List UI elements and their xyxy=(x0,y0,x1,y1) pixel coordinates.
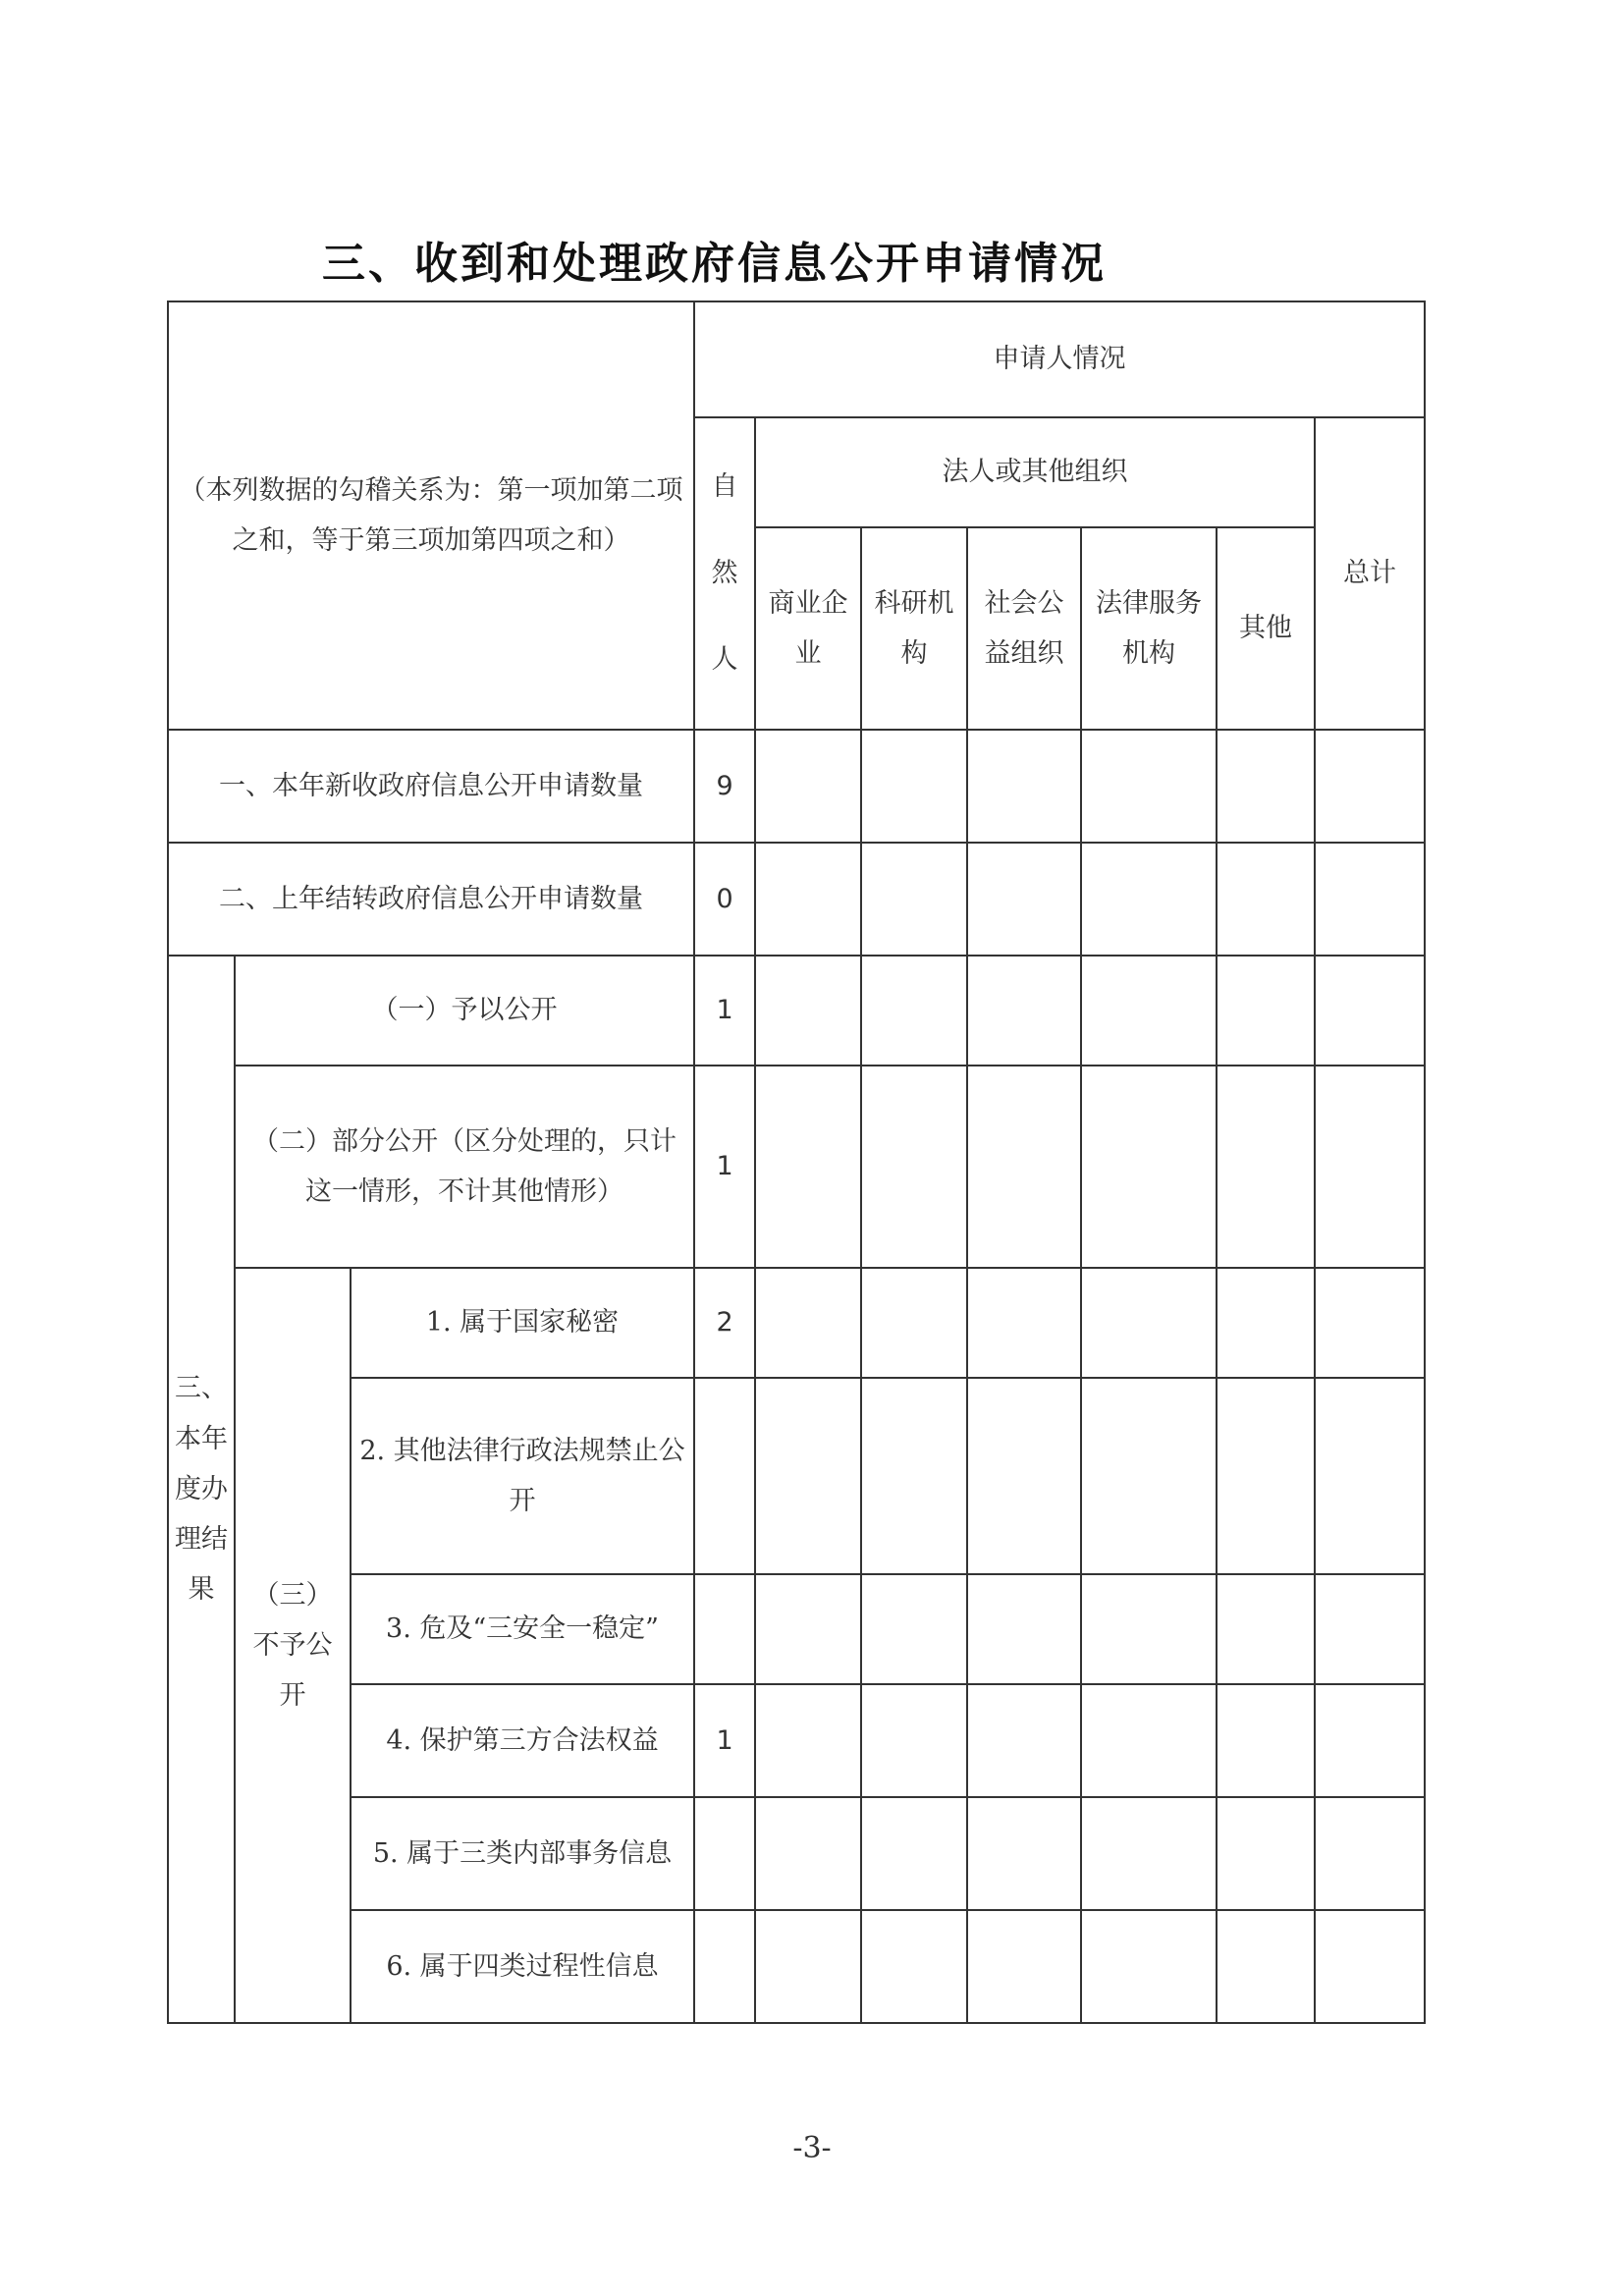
row-label-sub-2: 2. 其他法律行政法规禁止公开 xyxy=(351,1378,694,1574)
row-label-new-requests: 一、本年新收政府信息公开申请数量 xyxy=(168,730,694,843)
header-other: 其他 xyxy=(1217,527,1315,730)
table-row xyxy=(168,1684,1425,1797)
row-label-disclosed: （一）予以公开 xyxy=(235,956,694,1066)
table-row xyxy=(168,1910,1425,2023)
header-total: 总计 xyxy=(1315,417,1425,730)
cell-sub-1-natural: 2 xyxy=(694,1268,755,1378)
header-research: 科研机构 xyxy=(861,527,967,730)
table-row xyxy=(168,956,1425,1066)
table-row xyxy=(168,1797,1425,1910)
cell-new-requests-natural: 9 xyxy=(694,730,755,843)
header-legal-service: 法律服务机构 xyxy=(1081,527,1217,730)
header-legal-entities: 法人或其他组织 xyxy=(755,417,1315,527)
section-title: 三、收到和处理政府信息公开申请情况 xyxy=(322,239,1107,289)
header-natural-person: 自然人 xyxy=(694,417,755,730)
cell-sub-3-natural xyxy=(694,1574,755,1684)
cell-sub-6-natural xyxy=(694,1910,755,2023)
cell-partial-natural: 1 xyxy=(694,1066,755,1268)
cell-sub-4-natural: 1 xyxy=(694,1684,755,1797)
page-number: -3- xyxy=(792,2131,832,2165)
table-row xyxy=(168,1378,1425,1574)
row-label-sub-6: 6. 属于四类过程性信息 xyxy=(351,1910,694,2023)
row-label-sub-3: 3. 危及“三安全一稳定” xyxy=(351,1574,694,1684)
table-row xyxy=(168,1268,1425,1378)
row-label-carried-over: 二、上年结转政府信息公开申请数量 xyxy=(168,843,694,956)
cell-carried-over-natural: 0 xyxy=(694,843,755,956)
table-note: （本列数据的勾稽关系为：第一项加第二项之和，等于第三项加第四项之和） xyxy=(168,301,694,730)
table-row xyxy=(168,843,1425,956)
header-applicant-situation: 申请人情况 xyxy=(694,301,1425,417)
header-business: 商业企业 xyxy=(755,527,861,730)
row-label-sub-5: 5. 属于三类内部事务信息 xyxy=(351,1797,694,1910)
not-disclosed-label: （三）不予公开 xyxy=(235,1268,351,2023)
row-label-sub-1: 1. 属于国家秘密 xyxy=(351,1268,694,1378)
results-label: 三、本年度办理结果 xyxy=(168,956,235,2023)
row-label-partial: （二）部分公开（区分处理的，只计这一情形，不计其他情形） xyxy=(235,1066,694,1268)
row-label-sub-4: 4. 保护第三方合法权益 xyxy=(351,1684,694,1797)
table-row xyxy=(168,1574,1425,1684)
table-row xyxy=(168,1066,1425,1268)
cell-disclosed-natural: 1 xyxy=(694,956,755,1066)
cell-sub-2-natural xyxy=(694,1378,755,1574)
statistics-table xyxy=(167,301,1426,2024)
cell-sub-5-natural xyxy=(694,1797,755,1910)
header-social-welfare: 社会公益组织 xyxy=(967,527,1081,730)
table-row xyxy=(168,730,1425,843)
